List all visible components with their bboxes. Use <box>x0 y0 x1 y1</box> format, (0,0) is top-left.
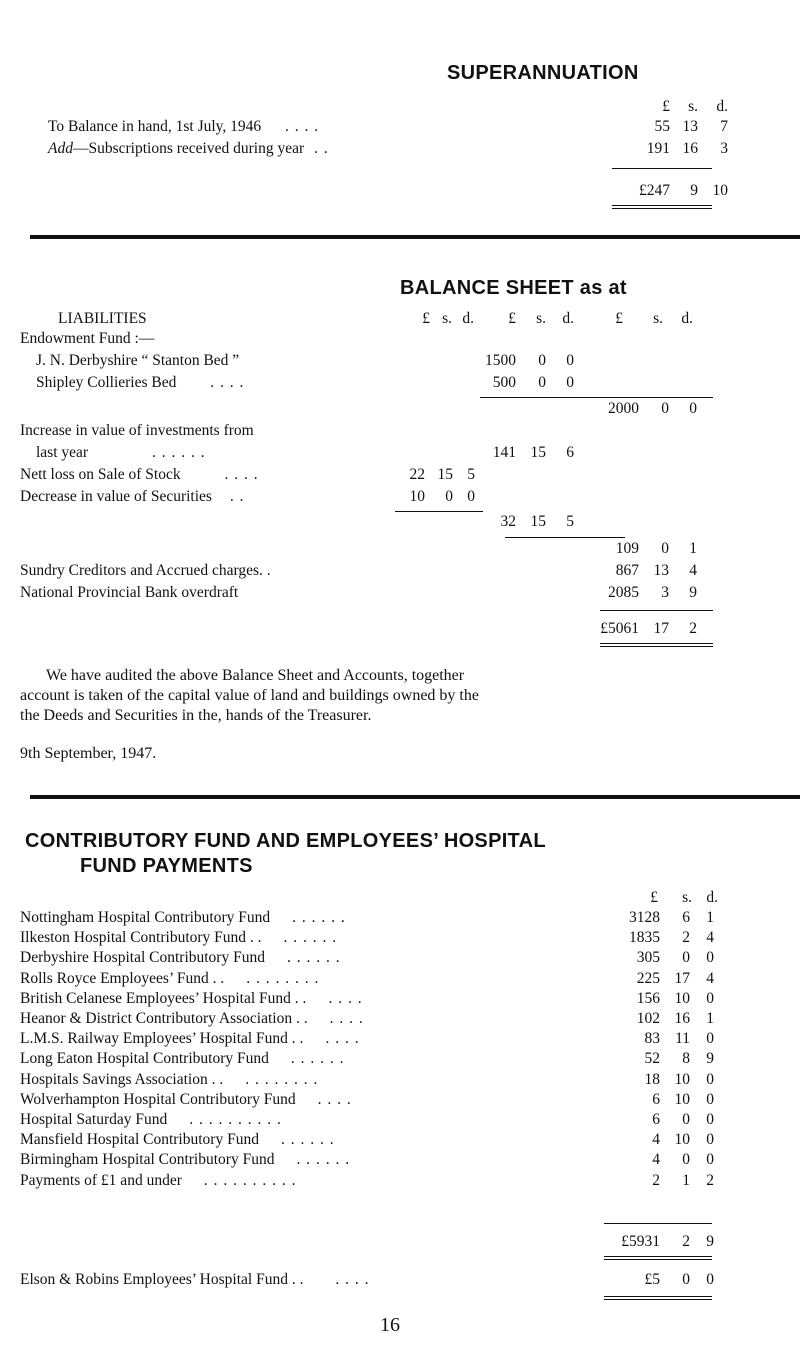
pence: 4 <box>689 562 697 579</box>
superannuation-row-subscriptions <box>48 140 329 158</box>
shillings: 10 <box>674 1131 690 1149</box>
contributory-row-amount <box>604 1111 714 1129</box>
contributory-row-label <box>20 1030 360 1048</box>
shilling-header: s. <box>682 889 692 906</box>
pounds: 109 <box>615 540 639 557</box>
audit-line-1: We have audited the above Balance Sheet and Accounts, together <box>46 667 465 684</box>
contributory-row-amount <box>604 1071 714 1089</box>
pence: 1 <box>706 909 714 926</box>
page-number: 16 <box>380 1314 400 1336</box>
contributory-row-amount <box>604 1030 714 1048</box>
deductions-total <box>470 513 574 531</box>
pence: 4 <box>706 969 714 987</box>
shillings: 0 <box>445 488 453 505</box>
decrease-amount <box>385 488 475 506</box>
pence: 2 <box>689 620 697 637</box>
pounds: 83 <box>644 1030 660 1048</box>
pence-header: d. <box>462 310 474 327</box>
shillings: 16 <box>682 140 698 157</box>
row-label: Rolls Royce Employees’ Fund . . <box>20 969 225 987</box>
pounds: 4 <box>652 1151 660 1169</box>
pounds: 6 <box>652 1090 660 1108</box>
leader-dots: . . . . <box>335 1271 370 1288</box>
leader-dots: . . . . <box>325 1030 360 1048</box>
pounds: £5 <box>644 1271 660 1288</box>
pounds: 156 <box>636 989 660 1007</box>
pounds: 500 <box>492 374 516 391</box>
contributory-row-amount <box>604 929 714 947</box>
endowment-rule <box>480 397 713 398</box>
leader-dots: . . . . . . <box>151 444 206 461</box>
leader-dots: . . . . . . . . <box>246 969 320 987</box>
pence-header: d. <box>562 310 574 327</box>
contributory-double-bottom <box>604 1259 712 1260</box>
pence: 0 <box>706 1070 714 1088</box>
pence: 9 <box>689 584 697 601</box>
contributory-row-amount <box>604 1131 714 1149</box>
contributory-row-amount <box>604 1050 714 1068</box>
grand-total-double-bottom <box>600 646 713 647</box>
contributory-row-amount <box>604 1172 714 1190</box>
row-label: Long Eaton Hospital Contributory Fund <box>20 1050 269 1068</box>
pounds: 305 <box>636 949 660 967</box>
increase-label-1: Increase in value of investments from <box>20 422 254 439</box>
shillings: 0 <box>538 352 546 369</box>
shillings: 10 <box>674 1070 690 1088</box>
shillings: 13 <box>682 118 698 135</box>
balance-sheet-title: BALANCE SHEET as at <box>400 277 627 299</box>
contributory-row-amount <box>604 970 714 988</box>
contributory-row-label <box>20 1131 335 1149</box>
contributory-title-1: CONTRIBUTORY FUND AND EMPLOYEES’ HOSPITAL <box>25 830 546 852</box>
contributory-row-label <box>20 929 337 947</box>
shillings: 17 <box>653 620 669 637</box>
leader-dots: . . . . . . <box>283 929 338 947</box>
contributory-row-amount <box>604 1010 714 1028</box>
shillings: 13 <box>653 562 669 579</box>
pence: 0 <box>706 1271 714 1288</box>
pence: 0 <box>566 352 574 369</box>
pence: 2 <box>706 1171 714 1189</box>
grand-total-double-top <box>600 643 713 644</box>
contributory-row-label <box>20 970 319 988</box>
row-label: British Celanese Employees’ Hospital Fund . . <box>20 989 307 1007</box>
increase-label-2 <box>36 444 206 462</box>
overdraft-label: National Provincial Bank overdraft <box>20 584 239 601</box>
shilling-header: s. <box>536 310 546 327</box>
contributory-row-label <box>20 1111 282 1129</box>
elson-double-top <box>604 1296 712 1297</box>
leader-dots: . . . . . . <box>290 1050 345 1068</box>
shilling-header: s. <box>442 310 452 327</box>
contributory-row-label <box>20 990 363 1008</box>
row-label: Ilkeston Hospital Contributory Fund . . <box>20 929 262 947</box>
pence: 0 <box>706 949 714 967</box>
shillings: 0 <box>682 1271 690 1288</box>
pounds: 10 <box>409 488 425 505</box>
pound-header: £ <box>662 98 670 115</box>
shilling-header: s. <box>653 310 663 327</box>
pence: 0 <box>706 1090 714 1108</box>
audit-line-3: the Deeds and Securities in the, hands of the Treasurer. <box>20 707 372 724</box>
creditors-amount <box>583 562 697 580</box>
pence: 7 <box>720 118 728 135</box>
leader-dots: . . . . . . . . . . <box>203 1171 297 1189</box>
shillings: 1 <box>682 1171 690 1189</box>
contributory-row-amount <box>604 1151 714 1169</box>
superannuation-row-balance <box>48 118 319 136</box>
contributory-row-label <box>20 1091 352 1109</box>
contributory-total-rule <box>604 1223 712 1224</box>
section-divider-2 <box>30 795 800 799</box>
contributory-row-amount <box>604 1091 714 1109</box>
audit-date: 9th September, 1947. <box>20 745 157 762</box>
shillings: 11 <box>675 1030 690 1048</box>
double-rule-bottom <box>612 208 712 209</box>
add-label: Add <box>48 140 73 157</box>
row-label: Birmingham Hospital Contributory Fund <box>20 1151 275 1169</box>
shillings: 17 <box>674 969 690 987</box>
decrease-label <box>20 488 244 506</box>
leader-dots: . . . . . . . . . . <box>189 1111 282 1128</box>
contributory-row-label <box>20 1071 318 1089</box>
pence: 0 <box>689 400 697 417</box>
deductions-rule <box>395 511 483 512</box>
bed-stanton-label: J. N. Derbyshire “ Stanton Bed ” <box>36 352 240 369</box>
pence-header: d. <box>681 310 693 327</box>
row-label: Hospital Saturday Fund <box>20 1111 168 1128</box>
leader-dots: . . . . . . <box>296 1151 351 1169</box>
subtotal-rule <box>612 168 712 169</box>
row-label: Payments of £1 and under <box>20 1171 182 1189</box>
pounds: 1835 <box>629 929 660 947</box>
liabilities-heading: LIABILITIES <box>58 310 147 327</box>
shillings: 3 <box>661 584 669 601</box>
loss-label <box>20 466 259 484</box>
leader-dots: . . <box>314 140 329 157</box>
pounds: 225 <box>636 969 660 987</box>
leader-dots: . . . . <box>224 466 259 483</box>
pounds: 32 <box>500 513 516 530</box>
row-label: last year <box>36 444 89 461</box>
grand-total <box>583 620 697 638</box>
pounds: 55 <box>654 118 670 135</box>
pence: 3 <box>720 140 728 157</box>
leader-dots: . . . . . . . . <box>245 1070 319 1088</box>
contributory-row-amount <box>604 990 714 1008</box>
investments-rule <box>505 537 625 538</box>
shillings: 0 <box>682 1111 690 1128</box>
pound-header: £ <box>508 310 516 327</box>
pounds: 2000 <box>608 400 639 417</box>
pence: 0 <box>706 1111 714 1128</box>
shillings: 0 <box>682 1151 690 1169</box>
pounds: 2085 <box>608 584 639 601</box>
shillings: 8 <box>682 1050 690 1068</box>
endowment-total <box>583 400 697 418</box>
contributory-double-top <box>604 1256 712 1257</box>
contributory-row-label <box>20 1172 296 1190</box>
leader-dots: . . . . . . <box>286 949 341 967</box>
shilling-header: s. <box>688 98 698 115</box>
leader-dots: . . . . <box>210 374 245 391</box>
contributory-row-amount <box>604 909 714 927</box>
leader-dots: . . . . <box>329 1010 364 1027</box>
leader-dots: . . . . <box>317 1090 352 1108</box>
shillings: 10 <box>674 1090 690 1108</box>
pounds: 2 <box>652 1171 660 1189</box>
elson-label <box>20 1271 369 1289</box>
pounds: 191 <box>646 140 670 157</box>
pounds: £5061 <box>600 620 639 637</box>
row-label: Nottingham Hospital Contributory Fund <box>20 909 271 926</box>
total-pounds: £247 <box>639 182 670 199</box>
leader-dots: . . . . <box>285 118 320 135</box>
increase-amount <box>470 444 574 462</box>
superannuation-row-balance-amount <box>628 118 728 136</box>
pence: 9 <box>706 1050 714 1068</box>
elson-double-bottom <box>604 1299 712 1300</box>
creditors-label: Sundry Creditors and Accrued charges. . <box>20 562 271 579</box>
leader-dots: . . . . <box>328 989 363 1007</box>
shillings: 0 <box>661 400 669 417</box>
superannuation-row-subscriptions-amount <box>628 140 728 158</box>
pence: 0 <box>706 989 714 1007</box>
pence-header: d. <box>706 889 718 906</box>
double-rule-top <box>612 205 712 206</box>
row-label: Mansfield Hospital Contributory Fund <box>20 1131 259 1149</box>
bed-stanton-amount <box>470 352 574 370</box>
row-label: Decrease in value of Securities <box>20 488 212 505</box>
section-divider <box>30 235 800 239</box>
row-label: Hospitals Savings Association . . <box>20 1070 224 1088</box>
bed-shipley-amount <box>470 374 574 392</box>
pence: 1 <box>706 1010 714 1027</box>
pounds: 141 <box>492 444 516 461</box>
shillings: 15 <box>437 466 453 483</box>
row-label: Shipley Collieries Bed <box>36 374 177 391</box>
total-pounds: £5931 <box>621 1233 660 1250</box>
shillings: 0 <box>661 540 669 557</box>
balance-col-headers-1 <box>395 310 474 328</box>
pence: 0 <box>566 374 574 391</box>
pounds: 18 <box>644 1070 660 1088</box>
contributory-row-label <box>20 1151 350 1169</box>
pence: 0 <box>706 1030 714 1048</box>
shillings: 2 <box>682 929 690 947</box>
total-shillings: 9 <box>690 182 698 199</box>
pence: 6 <box>566 444 574 461</box>
row-label: Heanor & District Contributory Association . . <box>20 1010 308 1027</box>
bed-shipley-label <box>36 374 244 392</box>
investments-net <box>583 540 697 558</box>
shillings: 15 <box>530 513 546 530</box>
superannuation-total <box>612 182 728 200</box>
contributory-row-label <box>20 1010 364 1028</box>
contributory-row-label <box>20 1050 344 1068</box>
pounds: 1500 <box>485 352 516 369</box>
contributory-row-label <box>20 949 341 967</box>
row-label: —Subscriptions received during year <box>72 140 305 157</box>
contributory-row-label <box>20 909 346 927</box>
contributory-row-amount <box>604 949 714 967</box>
pence: 0 <box>706 1151 714 1169</box>
shillings: 6 <box>682 909 690 926</box>
leader-dots: . . . . . . <box>280 1131 335 1149</box>
contributory-title-2: FUND PAYMENTS <box>80 855 253 877</box>
pence: 5 <box>566 513 574 530</box>
shillings: 10 <box>674 989 690 1007</box>
row-label: Derbyshire Hospital Contributory Fund <box>20 949 265 967</box>
pounds: 4 <box>652 1131 660 1149</box>
leader-dots: . . <box>229 488 245 505</box>
balance-col-headers-3 <box>583 310 693 328</box>
overdraft-amount <box>583 584 697 602</box>
pence: 4 <box>706 929 714 947</box>
superannuation-title: SUPERANNUATION <box>447 62 639 84</box>
pounds: 3128 <box>629 909 660 926</box>
shillings: 0 <box>682 949 690 967</box>
grand-total-rule <box>600 610 713 611</box>
total-pence: 9 <box>706 1233 714 1250</box>
pence: 5 <box>467 466 475 483</box>
shillings: 16 <box>674 1010 690 1027</box>
pounds: 867 <box>615 562 639 579</box>
pound-header: £ <box>615 310 623 327</box>
shillings: 15 <box>530 444 546 461</box>
loss-amount <box>385 466 475 484</box>
pounds: 22 <box>409 466 425 483</box>
pounds: 6 <box>652 1111 660 1128</box>
pound-header: £ <box>422 310 430 327</box>
total-shillings: 2 <box>682 1233 690 1250</box>
row-label: To Balance in hand, 1st July, 1946 <box>48 118 262 135</box>
balance-col-headers-2 <box>476 310 574 328</box>
elson-amount <box>604 1271 714 1289</box>
pounds: 52 <box>644 1050 660 1068</box>
shillings: 0 <box>538 374 546 391</box>
pence-header: d. <box>716 98 728 115</box>
endowment-label: Endowment Fund :— <box>20 330 155 347</box>
contributory-col-headers <box>622 889 718 907</box>
pence: 1 <box>689 540 697 557</box>
leader-dots: . . . . . . <box>292 909 346 926</box>
row-label: Elson & Robins Employees’ Hospital Fund . . <box>20 1271 304 1288</box>
pound-header: £ <box>650 889 658 906</box>
row-label: Nett loss on Sale of Stock <box>20 466 181 483</box>
pounds: 102 <box>636 1010 660 1027</box>
total-pence: 10 <box>712 182 728 199</box>
pence: 0 <box>467 488 475 505</box>
pence: 0 <box>706 1131 714 1149</box>
row-label: L.M.S. Railway Employees’ Hospital Fund . . <box>20 1030 304 1048</box>
contributory-total <box>604 1233 714 1251</box>
row-label: Wolverhampton Hospital Contributory Fund <box>20 1090 296 1108</box>
superannuation-col-headers <box>628 98 728 116</box>
audit-line-2: account is taken of the capital value of land and buildings owned by the <box>20 687 479 704</box>
